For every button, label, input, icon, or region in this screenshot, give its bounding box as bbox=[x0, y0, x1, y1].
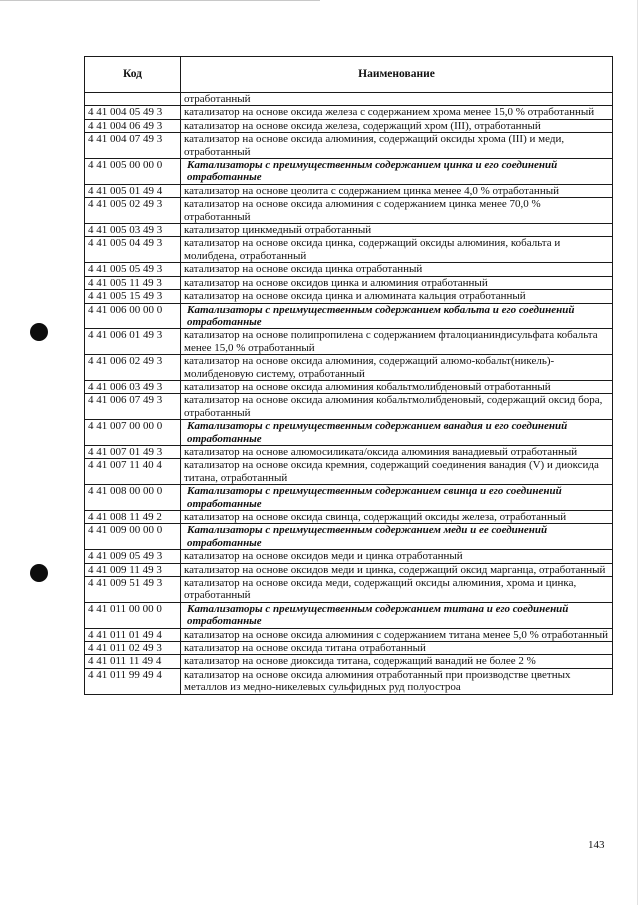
row-code bbox=[85, 93, 181, 106]
table-row bbox=[85, 445, 613, 458]
row-name: катализатор на основе алюмосиликата/оксида алюминия ванадиевый отработанный bbox=[181, 445, 613, 458]
row-code: 4 41 011 02 49 3 bbox=[85, 642, 181, 655]
row-code: 4 41 008 00 00 0 bbox=[85, 485, 181, 511]
row-name: катализатор цинкмедный отработанный bbox=[181, 224, 613, 237]
table-row bbox=[85, 263, 613, 276]
waste-codes-table bbox=[84, 56, 613, 695]
table-row bbox=[85, 642, 613, 655]
table-row bbox=[85, 563, 613, 576]
table-row bbox=[85, 198, 613, 224]
table-row bbox=[85, 276, 613, 289]
row-code: 4 41 004 07 49 3 bbox=[85, 133, 181, 159]
row-code: 4 41 007 01 49 3 bbox=[85, 445, 181, 458]
row-code: 4 41 009 11 49 3 bbox=[85, 563, 181, 576]
row-name: катализатор на основе оксида меди, содержащий оксиды алюминия, хрома и цинка, отработанный bbox=[181, 577, 613, 603]
row-name: катализатор на основе оксида цинка, содержащий оксиды алюминия, кобальта и молибдена, отработанный bbox=[181, 237, 613, 263]
row-code: 4 41 009 05 49 3 bbox=[85, 550, 181, 563]
row-name: катализатор на основе оксида цинка отработанный bbox=[181, 263, 613, 276]
row-code: 4 41 009 00 00 0 bbox=[85, 524, 181, 550]
table-group-row bbox=[85, 420, 613, 446]
page-edge-shadow bbox=[637, 0, 638, 905]
table-row bbox=[85, 550, 613, 563]
table-row bbox=[85, 577, 613, 603]
row-name: катализатор на основе оксида свинца, содержащий оксиды железа, отработанный bbox=[181, 511, 613, 524]
row-code: 4 41 007 00 00 0 bbox=[85, 420, 181, 446]
row-name: катализатор на основе оксидов меди и цинка отработанный bbox=[181, 550, 613, 563]
row-name: катализатор на основе оксида кремния, содержащий соединения ванадия (V) и диоксида титана, отработанный bbox=[181, 459, 613, 485]
row-name: катализатор на основе оксида алюминия с содержанием цинка менее 70,0 % отработанный bbox=[181, 198, 613, 224]
table-row bbox=[85, 106, 613, 119]
row-name: катализатор на основе диоксида титана, содержащий ванадий не более 2 % bbox=[181, 655, 613, 668]
row-name: катализатор на основе оксида алюминия с содержанием титана менее 5,0 % отработанный bbox=[181, 628, 613, 641]
table-row bbox=[85, 290, 613, 303]
row-name: катализатор на основе цеолита с содержанием цинка менее 4,0 % отработанный bbox=[181, 184, 613, 197]
row-code: 4 41 011 11 49 4 bbox=[85, 655, 181, 668]
table-group-row bbox=[85, 524, 613, 550]
row-name: катализатор на основе оксида алюминия, содержащий оксиды хрома (III) и меди, отработанный bbox=[181, 133, 613, 159]
table-group-row bbox=[85, 485, 613, 511]
row-code: 4 41 011 01 49 4 bbox=[85, 628, 181, 641]
group-title: Катализаторы с преимущественным содержанием ванадия и его соединений отработанные bbox=[181, 420, 613, 446]
row-code: 4 41 009 51 49 3 bbox=[85, 577, 181, 603]
row-code: 4 41 004 06 49 3 bbox=[85, 119, 181, 132]
name-column-header: Наименование bbox=[181, 57, 613, 93]
row-code: 4 41 011 00 00 0 bbox=[85, 602, 181, 628]
table-row bbox=[85, 655, 613, 668]
table-row bbox=[85, 119, 613, 132]
table-row bbox=[85, 459, 613, 485]
row-code: 4 41 005 00 00 0 bbox=[85, 159, 181, 185]
group-title: Катализаторы с преимущественным содержанием кобальта и его соединений отработанные bbox=[181, 303, 613, 329]
row-code: 4 41 005 02 49 3 bbox=[85, 198, 181, 224]
table-row bbox=[85, 93, 613, 106]
table-row bbox=[85, 380, 613, 393]
table-row bbox=[85, 394, 613, 420]
row-code: 4 41 006 00 00 0 bbox=[85, 303, 181, 329]
row-code: 4 41 011 99 49 4 bbox=[85, 668, 181, 694]
page-number: 143 bbox=[588, 839, 605, 851]
code-column-header: Код bbox=[85, 57, 181, 93]
row-code: 4 41 005 03 49 3 bbox=[85, 224, 181, 237]
row-code: 4 41 005 05 49 3 bbox=[85, 263, 181, 276]
table-row bbox=[85, 237, 613, 263]
punch-hole bbox=[30, 564, 48, 582]
group-title: Катализаторы с преимущественным содержанием меди и ее соединений отработанные bbox=[181, 524, 613, 550]
row-name: катализатор на основе оксида железа, содержащий хром (III), отработанный bbox=[181, 119, 613, 132]
table-group-row bbox=[85, 303, 613, 329]
table-group-row bbox=[85, 159, 613, 185]
row-code: 4 41 005 04 49 3 bbox=[85, 237, 181, 263]
page-edge-mark bbox=[0, 0, 320, 1]
table-row bbox=[85, 628, 613, 641]
row-name: катализатор на основе оксида железа с содержанием хрома менее 15,0 % отработанный bbox=[181, 106, 613, 119]
table-body bbox=[85, 93, 613, 695]
table-row bbox=[85, 355, 613, 381]
row-code: 4 41 005 15 49 3 bbox=[85, 290, 181, 303]
row-name: катализатор на основе оксида алюминия кобальтмолибденовый отработанный bbox=[181, 380, 613, 393]
row-code: 4 41 004 05 49 3 bbox=[85, 106, 181, 119]
row-name: катализатор на основе оксида цинка и алюмината кальция отработанный bbox=[181, 290, 613, 303]
row-name: отработанный bbox=[181, 93, 613, 106]
group-title: Катализаторы с преимущественным содержанием свинца и его соединений отработанные bbox=[181, 485, 613, 511]
punch-hole bbox=[30, 323, 48, 341]
row-code: 4 41 008 11 49 2 bbox=[85, 511, 181, 524]
row-code: 4 41 005 01 49 4 bbox=[85, 184, 181, 197]
row-code: 4 41 006 02 49 3 bbox=[85, 355, 181, 381]
group-title: Катализаторы с преимущественным содержанием цинка и его соединений отработанные bbox=[181, 159, 613, 185]
row-code: 4 41 005 11 49 3 bbox=[85, 276, 181, 289]
table-row bbox=[85, 184, 613, 197]
table-row bbox=[85, 133, 613, 159]
table-header-row bbox=[85, 57, 613, 93]
row-name: катализатор на основе оксидов цинка и алюминия отработанный bbox=[181, 276, 613, 289]
row-name: катализатор на основе оксида алюминия, содержащий алюмо-кобальт(никель)-молибденовую систему, отработанный bbox=[181, 355, 613, 381]
row-code: 4 41 006 07 49 3 bbox=[85, 394, 181, 420]
row-code: 4 41 006 03 49 3 bbox=[85, 380, 181, 393]
table-row bbox=[85, 511, 613, 524]
row-name: катализатор на основе оксидов меди и цинка, содержащий оксид марганца, отработанный bbox=[181, 563, 613, 576]
row-code: 4 41 007 11 40 4 bbox=[85, 459, 181, 485]
row-name: катализатор на основе оксида алюминия кобальтмолибденовый, содержащий оксид бора, отработанный bbox=[181, 394, 613, 420]
table-row bbox=[85, 224, 613, 237]
row-code: 4 41 006 01 49 3 bbox=[85, 329, 181, 355]
table-row bbox=[85, 668, 613, 694]
row-name: катализатор на основе оксида алюминия отработанный при производстве цветных металлов из медно-никелевых сульфидных руд полуостроа bbox=[181, 668, 613, 694]
row-name: катализатор на основе оксида титана отработанный bbox=[181, 642, 613, 655]
table-row bbox=[85, 329, 613, 355]
row-name: катализатор на основе полипропилена с содержанием фталоцианиндисульфата кобальта менее 15,0 % отработанный bbox=[181, 329, 613, 355]
group-title: Катализаторы с преимущественным содержанием титана и его соединений отработанные bbox=[181, 602, 613, 628]
table-group-row bbox=[85, 602, 613, 628]
